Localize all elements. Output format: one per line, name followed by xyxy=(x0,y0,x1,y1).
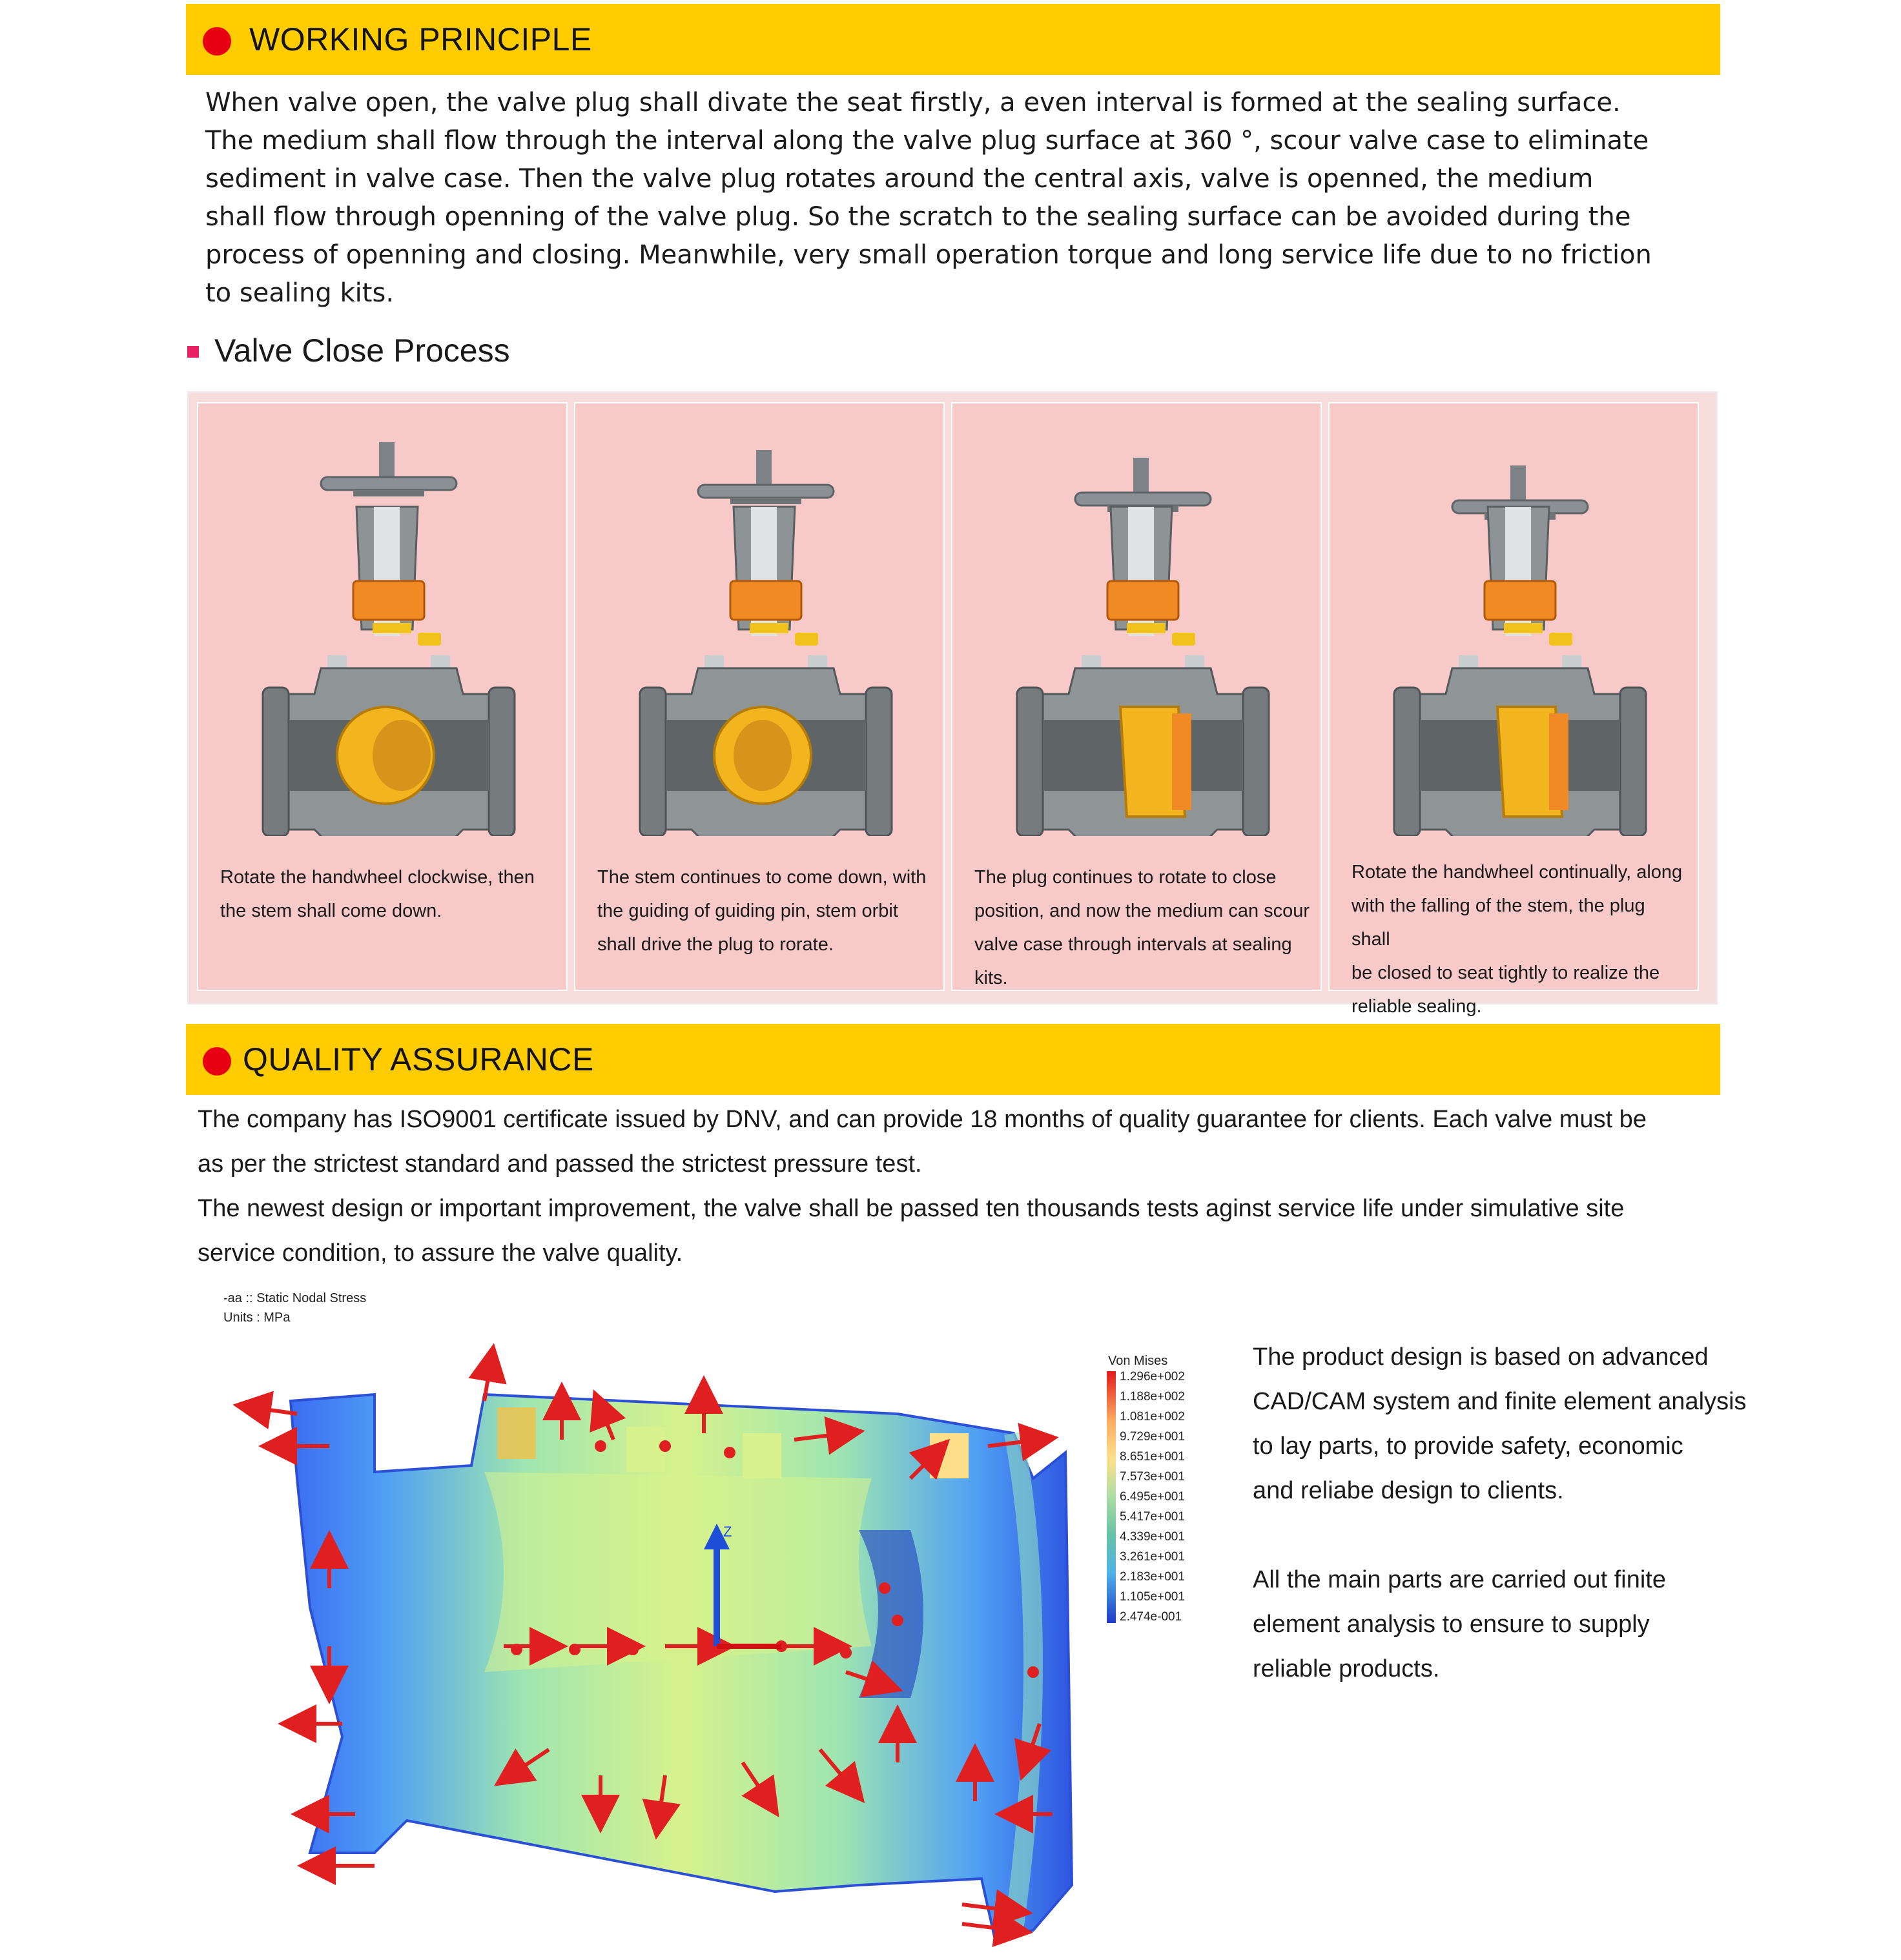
caption-line: valve case through intervals at sealing xyxy=(974,934,1292,955)
legend-value: 1.188e+002 xyxy=(1120,1390,1185,1404)
section-title: QUALITY ASSURANCE xyxy=(243,1041,594,1077)
step-caption xyxy=(220,861,556,928)
caption-line: The plug continues to rotate to close xyxy=(974,867,1277,888)
gate-valve-illustration xyxy=(1355,436,1678,836)
caption-line: position, and now the medium can scour xyxy=(974,901,1310,921)
text-line: The company has ISO9001 certificate issued by DNV, and can provide 18 months of quality guarantee for clients. Each valve must be xyxy=(198,1106,1647,1133)
axis-label: Z xyxy=(723,1524,732,1540)
caption-line: shall drive the plug to rorate. xyxy=(597,934,834,955)
quality-assurance-text xyxy=(198,1097,1721,1276)
section-title: WORKING PRINCIPLE xyxy=(249,21,592,57)
valve-body-mesh xyxy=(291,1394,1072,1937)
working-principle-text xyxy=(205,84,1729,312)
text-line: as per the strictest standard and passed the strictest pressure test. xyxy=(198,1150,922,1178)
pink-square-bullet-icon xyxy=(187,346,199,358)
caption-line: The stem continues to come down, with xyxy=(597,867,927,888)
caption-line: the guiding of guiding pin, stem orbit xyxy=(597,901,898,921)
caption-line: the stem shall come down. xyxy=(220,901,442,921)
text-line: to lay parts, to provide safety, economic xyxy=(1253,1433,1683,1460)
caption-line: kits. xyxy=(974,968,1008,988)
text-line: element analysis to ensure to supply xyxy=(1253,1611,1650,1638)
valve-close-panels xyxy=(187,391,1718,1017)
legend-value: 1.081e+002 xyxy=(1120,1410,1185,1424)
fea-model-svg xyxy=(213,1285,1233,1956)
caption-line: Rotate the handwheel clockwise, then xyxy=(220,867,535,888)
red-dot-icon xyxy=(203,27,231,56)
quality-assurance-header xyxy=(186,1024,1720,1095)
red-dot-icon xyxy=(203,1047,231,1076)
legend-value: 3.261e+001 xyxy=(1120,1550,1185,1564)
design-description xyxy=(1253,1335,1747,1691)
gate-valve-illustration xyxy=(224,436,547,836)
step-panel-3 xyxy=(951,402,1322,991)
text-line: service condition, to assure the valve quality. xyxy=(198,1240,683,1267)
text-line: and reliabe design to clients. xyxy=(1253,1477,1564,1504)
legend-value: 8.651e+001 xyxy=(1120,1450,1185,1464)
caption-line: Rotate the handwheel continually, along xyxy=(1351,862,1683,883)
legend-value: 1.296e+002 xyxy=(1120,1370,1185,1383)
fea-stress-figure xyxy=(213,1285,1233,1956)
legend-value: 2.474e-001 xyxy=(1120,1610,1182,1624)
step-caption xyxy=(597,861,933,961)
working-principle-header xyxy=(186,4,1720,75)
von-mises-legend xyxy=(1107,1354,1185,1624)
text-line: CAD/CAM system and finite element analysis xyxy=(1253,1388,1747,1415)
legend-title: Von Mises xyxy=(1108,1354,1168,1368)
legend-value: 5.417e+001 xyxy=(1120,1510,1185,1524)
gate-valve-illustration xyxy=(978,436,1301,836)
legend-value: 4.339e+001 xyxy=(1120,1530,1185,1544)
text-line: reliable products. xyxy=(1253,1655,1440,1682)
text-line: sediment in valve case. Then the valve plug rotates around the central axis, valve is openned, the medium xyxy=(205,164,1594,194)
text-line: When valve open, the valve plug shall divate the seat firstly, a even interval is formed at the sealing surface. xyxy=(205,88,1621,117)
legend-value: 1.105e+001 xyxy=(1120,1590,1185,1604)
text-line: process of openning and closing. Meanwhile, very small operation torque and long service life due to no friction xyxy=(205,240,1652,270)
text-line: All the main parts are carried out finite xyxy=(1253,1566,1666,1593)
units-label: Units : MPa xyxy=(223,1311,291,1325)
legend-value: 2.183e+001 xyxy=(1120,1570,1185,1584)
step-panel-1 xyxy=(197,402,568,991)
legend-value: 9.729e+001 xyxy=(1120,1430,1185,1444)
caption-line: with the falling of the stem, the plug shall xyxy=(1351,895,1645,950)
text-line: shall flow through openning of the valve plug. So the scratch to the sealing surface can be avoided during the xyxy=(205,202,1631,232)
caption-line: be closed to seat tightly to realize the xyxy=(1351,963,1660,983)
legend-value: 7.573e+001 xyxy=(1120,1470,1185,1484)
caption-line: reliable sealing. xyxy=(1351,996,1482,1017)
step-caption xyxy=(974,861,1310,995)
step-caption xyxy=(1351,855,1687,1023)
analysis-label: -aa :: Static Nodal Stress xyxy=(223,1291,367,1305)
gate-valve-illustration xyxy=(601,436,924,836)
text-line: to sealing kits. xyxy=(205,278,395,308)
text-line: The newest design or important improvement, the valve shall be passed ten thousands tests aginst service life under simulative site xyxy=(198,1195,1625,1222)
text-line: The medium shall flow through the interval along the valve plug surface at 360 °, scour valve case to eliminate xyxy=(205,126,1649,156)
legend-value: 6.495e+001 xyxy=(1120,1490,1185,1504)
step-panel-2 xyxy=(574,402,945,991)
subsection-title: Valve Close Process xyxy=(214,332,510,369)
step-panel-4 xyxy=(1328,402,1699,1017)
text-line: The product design is based on advanced xyxy=(1253,1343,1709,1371)
